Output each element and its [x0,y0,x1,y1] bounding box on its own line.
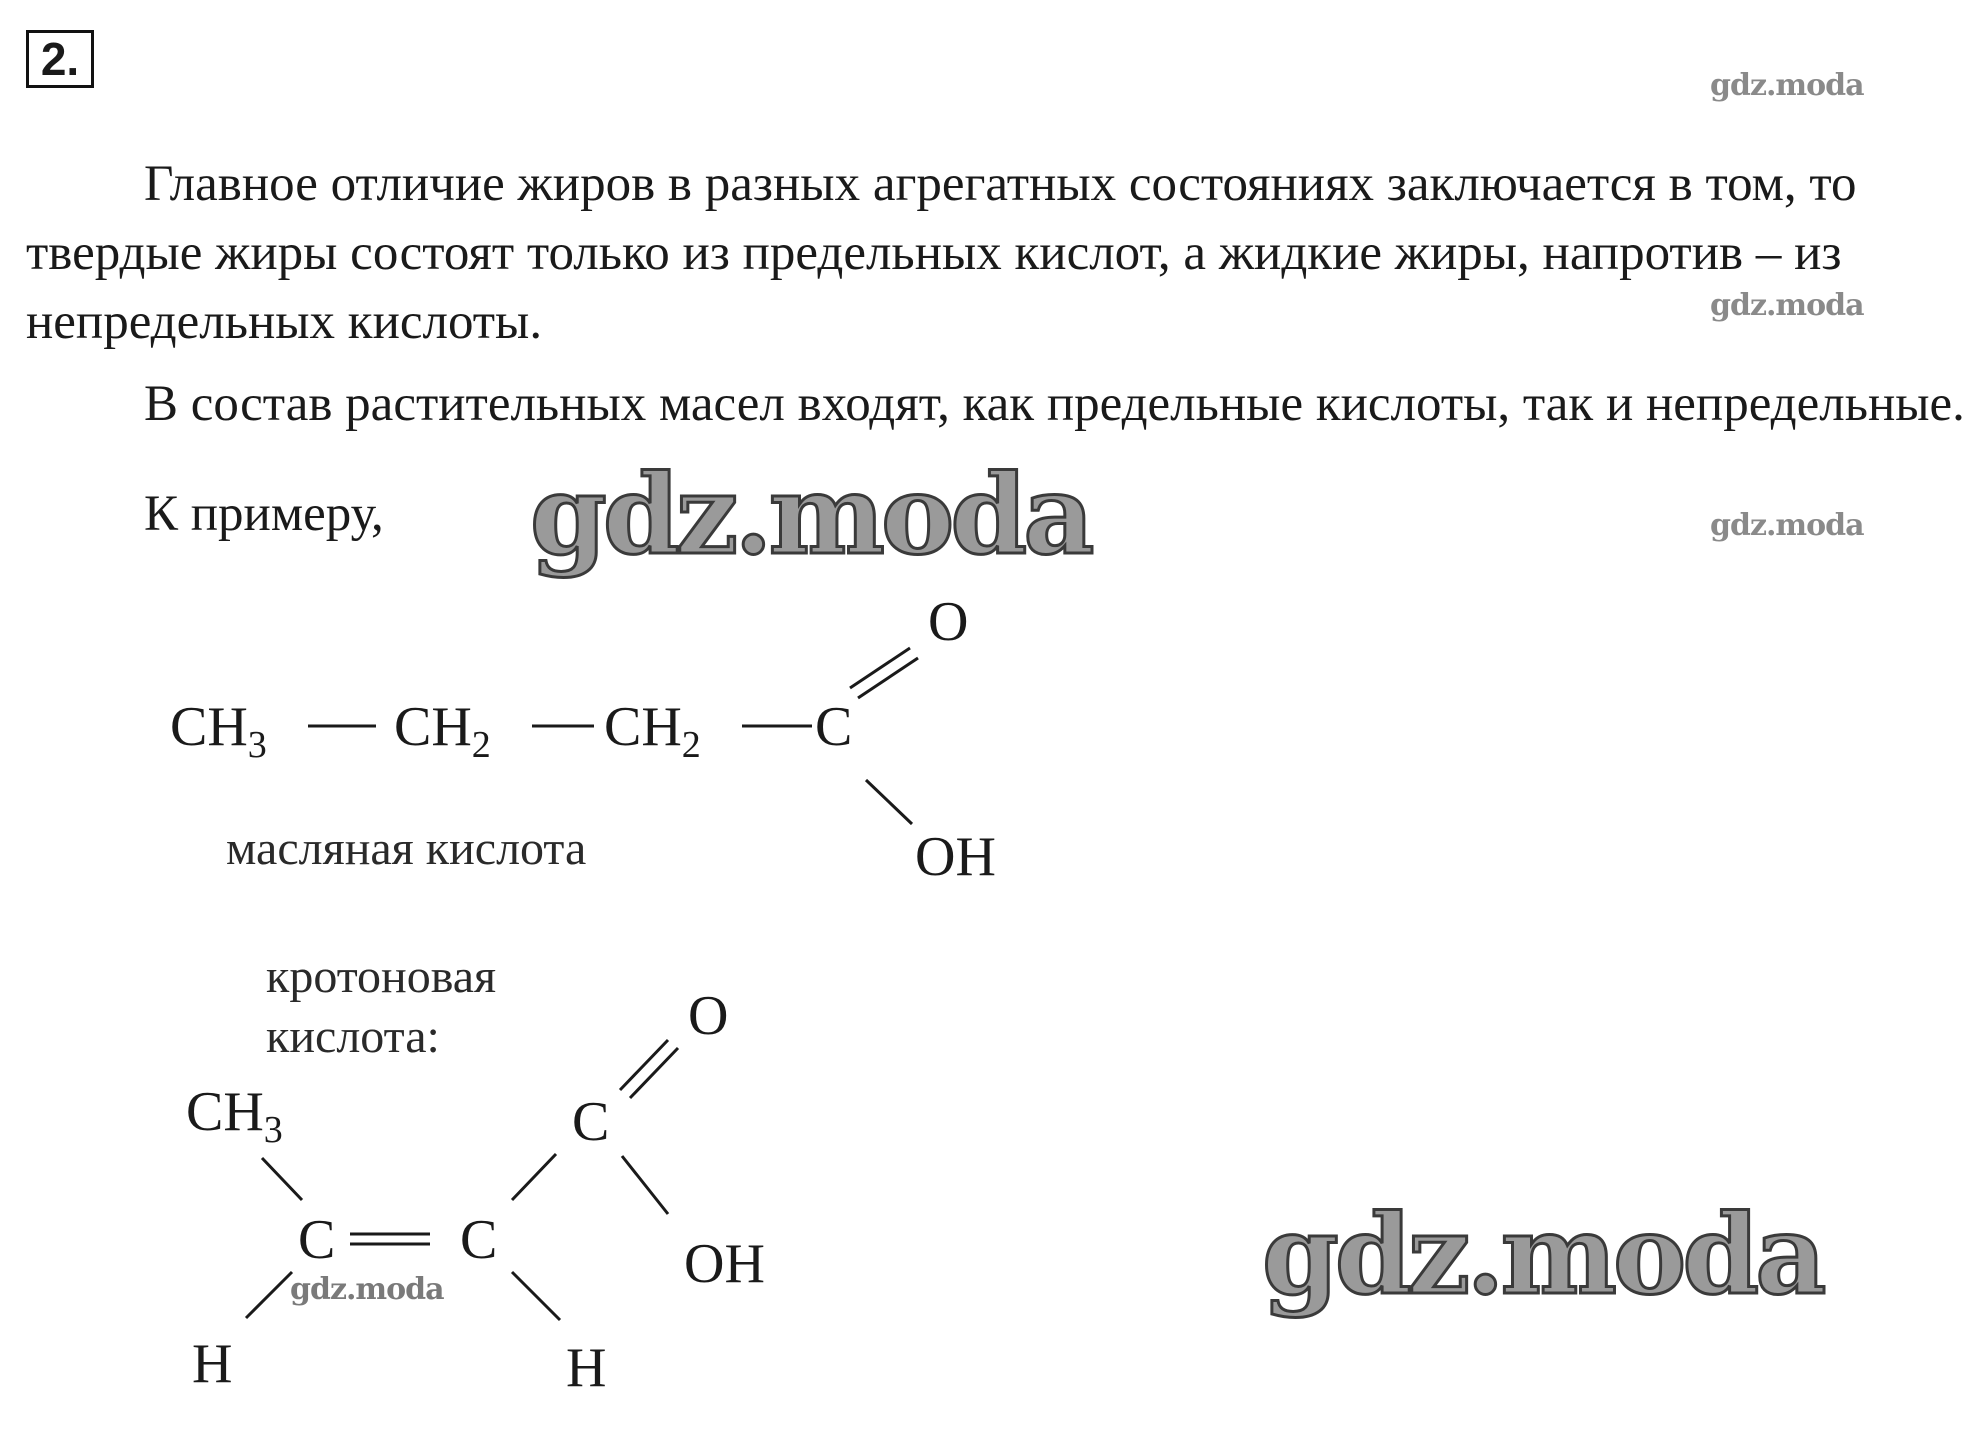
svg-text:O: O [928,591,969,653]
paragraph-fat-difference: Главное отличие жиров в разных агрегатных состояниях заключается в том, то твердые жиры состоят только из предельных кислот, а жидкие жиры, напротив – из непредельных кислоты. [26,156,1857,350]
task-number: 2. [26,30,94,88]
svg-text:CH2: $CH_2$ [604,696,701,766]
watermark-mid-right: gdz.moda [1710,288,1864,323]
svg-text:OH: OH [915,826,996,888]
watermark-large-bottom-right: gdz.moda [1262,1190,1823,1319]
svg-text:H: H [192,1333,233,1395]
svg-text:CH3: $CH_3$ [186,1081,283,1151]
paragraph-oil-composition: В состав растительных масел входят, как предельные кислоты, так и непредельные. [144,376,1965,432]
watermark-top-right: gdz.moda [1710,68,1864,103]
svg-text:CH3: $CH_3$ [170,696,267,766]
svg-text:H: H [566,1337,607,1399]
svg-text:C: C [815,696,853,758]
watermark-right-3: gdz.moda [1710,508,1864,543]
paragraph-example: К примеру, [144,486,384,542]
watermark-large-center: gdz.moda [530,450,1091,579]
svg-text:OH: OH [684,1233,765,1295]
svg-text:C: C [460,1209,498,1271]
crotonic-acid-label-line2: кислота: [266,1010,440,1063]
svg-text:C: C [572,1091,610,1153]
crotonic-acid-label-line1: кротоновая [266,950,497,1003]
svg-text:O: O [688,985,729,1047]
butyric-acid-label: масляная кислота [226,822,587,875]
watermark-bottom-left: gdz.moda [290,1272,444,1307]
svg-text:C: C [298,1209,336,1271]
svg-text:CH2: $CH_2$ [394,696,491,766]
